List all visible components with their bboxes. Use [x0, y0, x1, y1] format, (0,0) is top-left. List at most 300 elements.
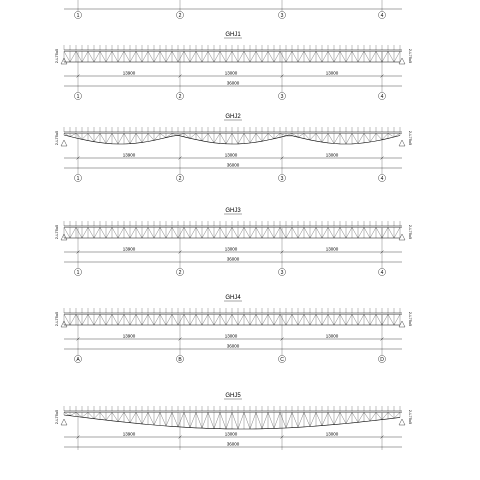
web-diagonal	[322, 133, 328, 142]
web-diagonal	[352, 133, 358, 143]
axis-bubble-label: 2	[178, 175, 182, 182]
web-diagonal	[100, 51, 106, 62]
web-diagonal	[328, 133, 334, 143]
axis-bubble-label: 4	[380, 12, 384, 19]
web-diagonal	[214, 227, 220, 238]
web-diagonal	[106, 227, 112, 238]
web-diagonal	[82, 51, 88, 62]
web-diagonal	[364, 227, 370, 238]
web-diagonal	[184, 227, 190, 238]
web-diagonal	[310, 227, 316, 238]
web-diagonal	[172, 412, 178, 426]
web-diagonal	[394, 314, 400, 325]
truss-title: GHJ2	[225, 114, 241, 120]
web-diagonal	[148, 314, 154, 325]
web-diagonal	[340, 51, 346, 62]
web-diagonal	[112, 51, 118, 62]
web-diagonal	[250, 412, 256, 429]
support-mark	[399, 419, 405, 425]
web-diagonal	[322, 314, 328, 325]
web-diagonal	[100, 133, 106, 143]
web-diagonal	[202, 412, 208, 428]
span-dimension-label: 13000	[325, 152, 339, 158]
web-diagonal	[340, 412, 346, 423]
web-diagonal	[376, 412, 382, 419]
web-diagonal	[328, 227, 334, 238]
web-diagonal	[148, 51, 154, 62]
web-diagonal	[244, 227, 250, 238]
web-diagonal	[130, 227, 136, 238]
web-diagonal	[166, 412, 172, 426]
web-diagonal	[100, 227, 106, 238]
web-diagonal	[388, 51, 394, 62]
web-diagonal	[76, 51, 82, 62]
web-diagonal	[118, 51, 124, 62]
web-diagonal	[208, 227, 214, 238]
web-diagonal	[352, 227, 358, 238]
web-diagonal	[244, 412, 250, 429]
axis-bubble-label: 1	[76, 175, 80, 182]
side-annotation-right: 2-L75x5	[408, 224, 413, 240]
web-diagonal	[352, 314, 358, 325]
web-diagonal	[136, 51, 142, 62]
web-diagonal	[226, 412, 232, 428]
web-diagonal	[136, 412, 142, 423]
web-diagonal	[340, 133, 346, 144]
side-annotation-left: 2-L75x5	[54, 409, 59, 425]
web-diagonal	[220, 133, 226, 143]
web-diagonal	[76, 227, 82, 238]
web-diagonal	[214, 314, 220, 325]
axis-bubble-label: 3	[280, 269, 284, 276]
web-diagonal	[94, 227, 100, 238]
web-diagonal	[160, 133, 166, 137]
web-diagonal	[358, 412, 364, 422]
web-diagonal	[370, 412, 376, 421]
web-diagonal	[208, 51, 214, 62]
total-dimension-label: 36000	[226, 162, 240, 168]
web-diagonal	[382, 51, 388, 62]
web-diagonal	[142, 314, 148, 325]
web-diagonal	[208, 412, 214, 428]
web-diagonal	[244, 314, 250, 325]
web-diagonal	[250, 133, 256, 143]
web-diagonal	[346, 51, 352, 62]
web-diagonal	[190, 314, 196, 325]
web-diagonal	[166, 51, 172, 62]
axis-bubble-label: 1	[76, 93, 80, 100]
web-diagonal	[316, 51, 322, 62]
web-diagonal	[238, 412, 244, 429]
web-diagonal	[280, 133, 286, 135]
web-diagonal	[304, 412, 310, 426]
web-diagonal	[280, 51, 286, 62]
web-diagonal	[298, 227, 304, 238]
web-diagonal	[334, 412, 340, 424]
web-diagonal	[88, 51, 94, 62]
web-diagonal	[172, 314, 178, 325]
web-diagonal	[346, 133, 352, 144]
axis-bubble-label: A	[76, 356, 80, 363]
web-diagonal	[184, 51, 190, 62]
web-diagonal	[376, 314, 382, 325]
web-diagonal	[148, 133, 154, 140]
web-diagonal	[298, 314, 304, 325]
web-diagonal	[124, 314, 130, 325]
truss-elevation-ghj2	[54, 114, 413, 182]
side-annotation-right: 2-L75x5	[408, 409, 413, 425]
web-diagonal	[382, 412, 388, 419]
web-diagonal	[112, 227, 118, 238]
web-diagonal	[256, 133, 262, 141]
web-diagonal	[94, 412, 100, 418]
side-annotation-left: 2-L75x5	[54, 311, 59, 327]
span-dimension-label: 13900	[122, 333, 136, 339]
side-annotation-left: 2-L75x5	[54, 224, 59, 240]
web-diagonal	[388, 314, 394, 325]
web-diagonal	[280, 314, 286, 325]
web-diagonal	[226, 227, 232, 238]
web-diagonal	[238, 133, 244, 144]
axis-bubble-label: 2	[178, 93, 182, 100]
support-mark	[61, 140, 67, 146]
web-diagonal	[286, 412, 292, 428]
web-diagonal	[292, 51, 298, 62]
web-diagonal	[64, 227, 70, 238]
axis-bubble-label: 2	[178, 269, 182, 276]
web-diagonal	[82, 227, 88, 238]
web-diagonal	[232, 227, 238, 238]
web-diagonal	[250, 227, 256, 238]
top-axis-strip	[64, 0, 402, 19]
web-diagonal	[196, 51, 202, 62]
web-diagonal	[124, 133, 130, 143]
web-diagonal	[172, 51, 178, 62]
side-annotation-left: 2-L75x5	[54, 48, 59, 64]
axis-bubble-label: 1	[76, 12, 80, 19]
total-dimension-label: 36000	[226, 256, 240, 262]
axis-bubble-label: 3	[280, 93, 284, 100]
web-diagonal	[190, 412, 196, 427]
side-annotation-left: 2-L75x5	[54, 130, 59, 146]
web-diagonal	[136, 227, 142, 238]
web-diagonal	[142, 133, 148, 142]
web-diagonal	[220, 314, 226, 325]
web-diagonal	[130, 51, 136, 62]
web-diagonal	[298, 133, 304, 137]
web-diagonal	[250, 314, 256, 325]
web-diagonal	[268, 314, 274, 325]
truss-elevation-ghj4	[54, 295, 413, 363]
web-diagonal	[382, 314, 388, 325]
web-diagonal	[268, 133, 274, 138]
web-diagonal	[142, 51, 148, 62]
web-diagonal	[88, 314, 94, 325]
web-diagonal	[94, 133, 100, 141]
web-diagonal	[130, 412, 136, 422]
web-diagonal	[178, 51, 184, 62]
web-diagonal	[346, 314, 352, 325]
web-diagonal	[274, 227, 280, 238]
web-diagonal	[112, 133, 118, 144]
truss-elevation-ghj3	[54, 208, 413, 276]
span-dimension-label: 13000	[325, 70, 339, 76]
web-diagonal	[280, 227, 286, 238]
web-diagonal	[226, 51, 232, 62]
web-diagonal	[304, 314, 310, 325]
web-diagonal	[286, 51, 292, 62]
web-diagonal	[142, 412, 148, 423]
web-diagonal	[370, 314, 376, 325]
total-dimension-label: 36000	[226, 80, 240, 86]
web-diagonal	[292, 314, 298, 325]
web-diagonal	[298, 412, 304, 427]
web-diagonal	[70, 133, 76, 136]
span-dimension-label: 13000	[224, 246, 238, 252]
web-diagonal	[322, 227, 328, 238]
web-diagonal	[160, 227, 166, 238]
web-diagonal	[376, 133, 382, 139]
web-diagonal	[82, 133, 88, 139]
web-diagonal	[88, 133, 94, 141]
web-diagonal	[328, 314, 334, 325]
web-diagonal	[292, 227, 298, 238]
web-diagonal	[310, 51, 316, 62]
web-diagonal	[166, 314, 172, 325]
web-diagonal	[262, 412, 268, 428]
web-diagonal	[118, 133, 124, 144]
span-dimension-label: 13000	[325, 246, 339, 252]
web-diagonal	[376, 51, 382, 62]
side-annotation-right: 2-L75x5	[408, 48, 413, 64]
web-diagonal	[322, 51, 328, 62]
web-diagonal	[358, 314, 364, 325]
web-diagonal	[364, 412, 370, 421]
span-dimension-label: 13900	[122, 431, 136, 437]
web-diagonal	[100, 412, 106, 420]
span-dimension-label: 13000	[325, 431, 339, 437]
web-diagonal	[118, 314, 124, 325]
web-diagonal	[274, 314, 280, 325]
web-diagonal	[310, 412, 316, 426]
web-diagonal	[358, 227, 364, 238]
web-diagonal	[154, 412, 160, 425]
web-diagonal	[100, 314, 106, 325]
web-diagonal	[352, 412, 358, 422]
web-diagonal	[136, 314, 142, 325]
axis-bubble-label: C	[280, 356, 284, 363]
span-dimension-label: 13000	[224, 152, 238, 158]
web-diagonal	[262, 51, 268, 62]
span-dimension-label: 13000	[325, 333, 339, 339]
side-annotation-right: 2-L75x5	[408, 130, 413, 146]
web-diagonal	[196, 314, 202, 325]
web-diagonal	[316, 133, 322, 142]
web-diagonal	[112, 314, 118, 325]
web-diagonal	[238, 227, 244, 238]
total-dimension-label: 36000	[226, 441, 240, 447]
span-dimension-label: 13900	[122, 70, 136, 76]
web-diagonal	[64, 314, 70, 325]
web-diagonal	[232, 412, 238, 429]
web-diagonal	[274, 412, 280, 428]
web-diagonal	[82, 314, 88, 325]
web-diagonal	[190, 51, 196, 62]
web-diagonal	[166, 227, 172, 238]
web-diagonal	[286, 314, 292, 325]
web-diagonal	[394, 227, 400, 238]
web-diagonal	[388, 412, 394, 418]
total-dimension-label: 36000	[226, 343, 240, 349]
web-diagonal	[364, 51, 370, 62]
web-diagonal	[232, 133, 238, 144]
web-diagonal	[178, 133, 184, 135]
span-dimension-label: 13900	[122, 152, 136, 158]
web-diagonal	[118, 227, 124, 238]
web-diagonal	[178, 314, 184, 325]
web-diagonal	[256, 51, 262, 62]
span-dimension-label: 13000	[224, 431, 238, 437]
axis-bubble-label: D	[380, 356, 384, 363]
web-diagonal	[340, 227, 346, 238]
web-diagonal	[94, 51, 100, 62]
web-diagonal	[178, 227, 184, 238]
web-diagonal	[244, 133, 250, 143]
web-diagonal	[148, 227, 154, 238]
web-diagonal	[190, 227, 196, 238]
web-diagonal	[328, 51, 334, 62]
side-annotation-right: 2-L75x5	[408, 311, 413, 327]
web-diagonal	[370, 133, 376, 142]
web-diagonal	[112, 412, 118, 421]
web-diagonal	[328, 412, 334, 424]
web-diagonal	[232, 51, 238, 62]
web-diagonal	[172, 133, 178, 135]
web-diagonal	[208, 133, 214, 142]
web-diagonal	[322, 412, 328, 425]
web-diagonal	[130, 314, 136, 325]
web-diagonal	[262, 227, 268, 238]
web-diagonal	[82, 412, 88, 417]
web-diagonal	[214, 133, 220, 142]
web-diagonal	[292, 412, 298, 427]
truss-title: GHJ1	[225, 32, 241, 38]
web-diagonal	[106, 51, 112, 62]
web-diagonal	[154, 314, 160, 325]
truss-title: GHJ5	[225, 393, 241, 399]
web-diagonal	[352, 51, 358, 62]
web-diagonal	[160, 412, 166, 426]
web-diagonal	[370, 51, 376, 62]
web-diagonal	[226, 133, 232, 143]
web-diagonal	[214, 51, 220, 62]
web-diagonal	[220, 51, 226, 62]
web-diagonal	[316, 227, 322, 238]
web-diagonal	[334, 314, 340, 325]
web-diagonal	[136, 133, 142, 142]
web-diagonal	[274, 51, 280, 62]
web-diagonal	[316, 314, 322, 325]
web-diagonal	[340, 314, 346, 325]
web-diagonal	[154, 51, 160, 62]
web-diagonal	[106, 314, 112, 325]
web-diagonal	[124, 412, 130, 422]
axis-bubble-label: 4	[380, 175, 384, 182]
web-diagonal	[64, 51, 70, 62]
web-diagonal	[268, 227, 274, 238]
web-diagonal	[280, 412, 286, 428]
web-diagonal	[334, 51, 340, 62]
web-diagonal	[106, 412, 112, 420]
web-diagonal	[346, 412, 352, 423]
web-diagonal	[256, 314, 262, 325]
web-diagonal	[364, 314, 370, 325]
web-diagonal	[286, 227, 292, 238]
span-dimension-label: 13900	[122, 246, 136, 252]
axis-bubble-label: 3	[280, 12, 284, 19]
web-diagonal	[160, 314, 166, 325]
truss-title: GHJ4	[225, 295, 241, 301]
web-diagonal	[310, 133, 316, 140]
truss-elevation-ghj5	[54, 393, 413, 450]
support-mark	[61, 419, 67, 425]
web-diagonal	[70, 314, 76, 325]
web-diagonal	[268, 51, 274, 62]
web-diagonal	[196, 227, 202, 238]
span-dimension-label: 13000	[224, 70, 238, 76]
web-diagonal	[70, 51, 76, 62]
web-diagonal	[190, 133, 196, 138]
axis-bubble-label: B	[178, 356, 182, 363]
truss-elevation-ghj1	[54, 32, 413, 100]
web-diagonal	[376, 227, 382, 238]
web-diagonal	[364, 133, 370, 142]
axis-bubble-label: 4	[380, 269, 384, 276]
web-diagonal	[124, 227, 130, 238]
web-diagonal	[382, 227, 388, 238]
web-diagonal	[334, 133, 340, 143]
web-diagonal	[304, 51, 310, 62]
web-diagonal	[160, 51, 166, 62]
axis-bubble-label: 2	[178, 12, 182, 19]
web-diagonal	[268, 412, 274, 428]
web-diagonal	[70, 412, 76, 415]
web-diagonal	[310, 314, 316, 325]
axis-bubble-label: 1	[76, 269, 80, 276]
web-diagonal	[220, 227, 226, 238]
web-diagonal	[238, 51, 244, 62]
web-diagonal	[256, 227, 262, 238]
web-diagonal	[370, 227, 376, 238]
web-diagonal	[130, 133, 136, 143]
web-diagonal	[316, 412, 322, 425]
web-diagonal	[142, 227, 148, 238]
web-diagonal	[70, 227, 76, 238]
web-diagonal	[334, 227, 340, 238]
web-diagonal	[172, 227, 178, 238]
span-dimension-label: 13000	[224, 333, 238, 339]
web-diagonal	[238, 314, 244, 325]
web-diagonal	[202, 51, 208, 62]
web-diagonal	[196, 412, 202, 428]
web-diagonal	[202, 133, 208, 140]
web-diagonal	[88, 227, 94, 238]
web-diagonal	[358, 51, 364, 62]
web-diagonal	[394, 51, 400, 62]
web-diagonal	[388, 133, 394, 137]
web-diagonal	[298, 51, 304, 62]
web-diagonal	[214, 412, 220, 428]
